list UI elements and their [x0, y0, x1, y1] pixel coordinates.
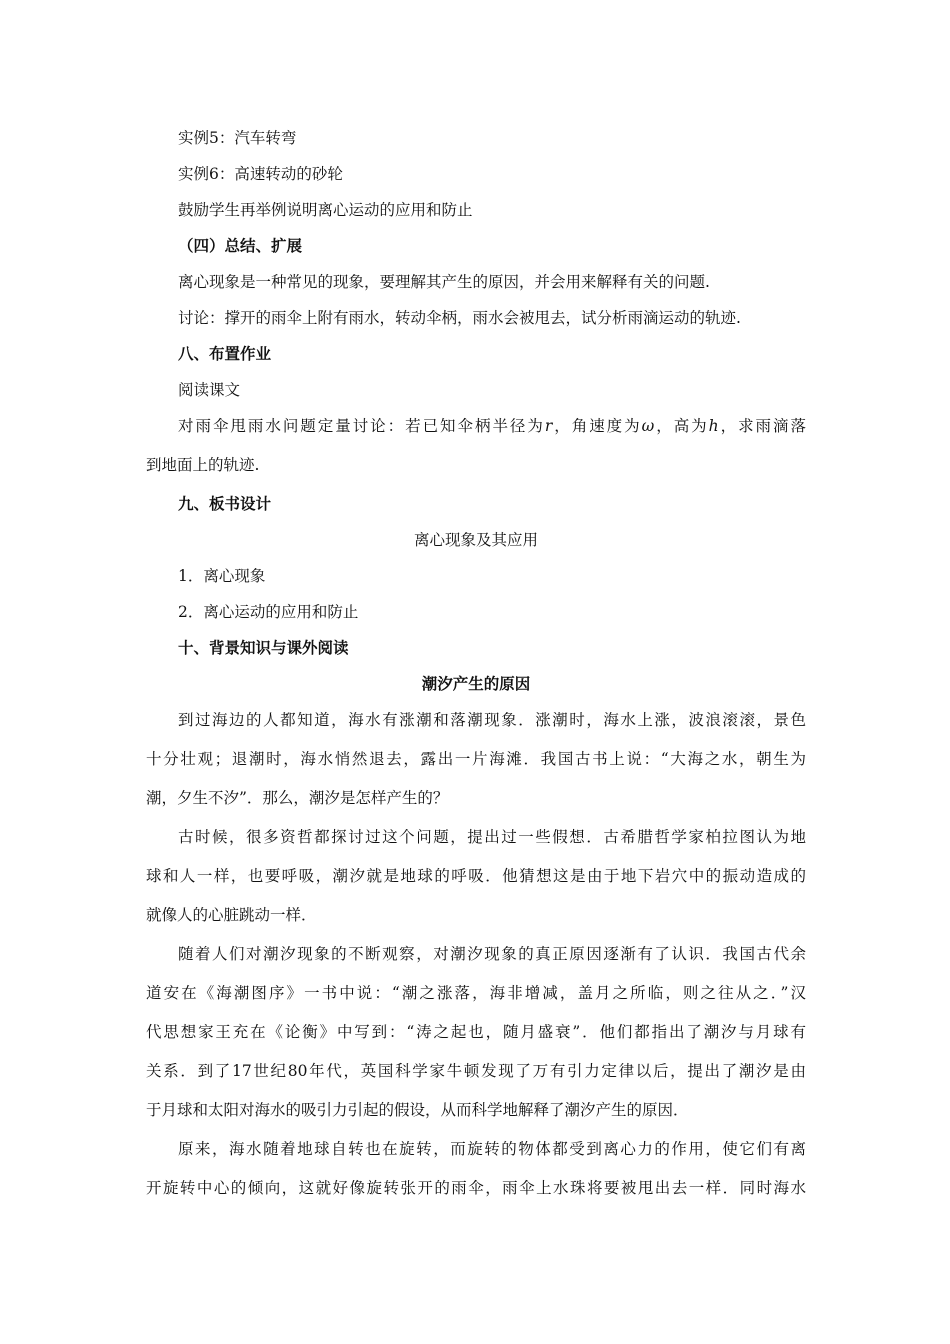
section-heading-summary: （四）总结、扩展	[178, 236, 303, 255]
paragraph-3-line-3: 代思想家王充在《论衡》中写到：“涛之起也，随月盛衰”．他们都指出了潮汐与月球有	[146, 1023, 806, 1041]
homework-read: 阅读课文	[178, 381, 241, 399]
paragraph-4-line-1: 原来，海水随着地球自转也在旋转，而旋转的物体都受到离心力的作用，使它们有离	[178, 1140, 806, 1158]
homework-question-cont: 到地面上的轨迹.	[146, 456, 260, 474]
encourage-text: 鼓励学生再举例说明离心运动的应用和防止	[178, 201, 473, 219]
paragraph-2-line-2: 球和人一样，也要呼吸，潮汐就是地球的呼吸．他猜想这是由于地下岩穴中的振动造成的	[146, 867, 806, 885]
paragraph-3-line-5: 于月球和太阳对海水的吸引力引起的假设，从而科学地解释了潮汐产生的原因．	[146, 1101, 689, 1119]
paragraph-3-line-1: 随着人们对潮汐现象的不断观察，对潮汐现象的真正原因逐渐有了认识．我国古代余	[178, 945, 806, 963]
board-item-1: 1．离心现象	[178, 567, 266, 585]
example-6: 实例6：高速转动的砂轮	[178, 165, 343, 183]
paragraph-2-line-1: 古时候，很多资哲都探讨过这个问题，提出过一些假想．古希腊哲学家柏拉图认为地	[178, 828, 806, 846]
summary-text: 离心现象是一种常见的现象，要理解其产生的原因，并会用来解释有关的问题.	[178, 273, 710, 291]
var-omega: ω	[641, 417, 655, 435]
var-r: r	[544, 417, 553, 435]
paragraph-3-line-4: 关系．到了17世纪80年代，英国科学家牛顿发现了万有引力定律以后，提出了潮汐是由	[146, 1062, 806, 1080]
article-title: 潮汐产生的原因	[421, 674, 531, 693]
homework-question: 对雨伞甩雨水问题定量讨论：若已知伞柄半径为r，角速度为ω，高为h，求雨滴落	[178, 417, 806, 435]
paragraph-1-line-1: 到过海边的人都知道，海水有涨潮和落潮现象．涨潮时，海水上涨，波浪滚滚，景色	[178, 711, 806, 729]
example-5: 实例5：汽车转弯	[178, 129, 297, 147]
board-title: 离心现象及其应用	[413, 531, 538, 549]
paragraph-3-line-2: 道安在《海潮图序》一书中说：“潮之涨落，海非增减，盖月之所临，则之往从之．”汉	[146, 984, 806, 1002]
discussion-text: 讨论：撑开的雨伞上附有雨水，转动伞柄，雨水会被甩去，试分析雨滴运动的轨迹.	[178, 309, 741, 327]
paragraph-1-line-3: 潮，夕生不汐”．那么，潮汐是怎样产生的？	[146, 789, 449, 807]
section-heading-board: 九、板书设计	[178, 494, 272, 513]
section-heading-background: 十、背景知识与课外阅读	[178, 638, 349, 657]
var-h: h	[708, 417, 719, 435]
paragraph-1-line-2: 十分壮观；退潮时，海水悄然退去，露出一片海滩．我国古书上说：“大海之水，朝生为	[146, 750, 806, 768]
board-item-2: 2．离心运动的应用和防止	[178, 603, 359, 621]
paragraph-4-line-2: 开旋转中心的倾向，这就好像旋转张开的雨伞，雨伞上水珠将要被甩出去一样．同时海水	[146, 1179, 806, 1197]
paragraph-2-line-3: 就像人的心脏跳动一样．	[146, 906, 317, 924]
section-heading-homework: 八、布置作业	[178, 344, 272, 363]
